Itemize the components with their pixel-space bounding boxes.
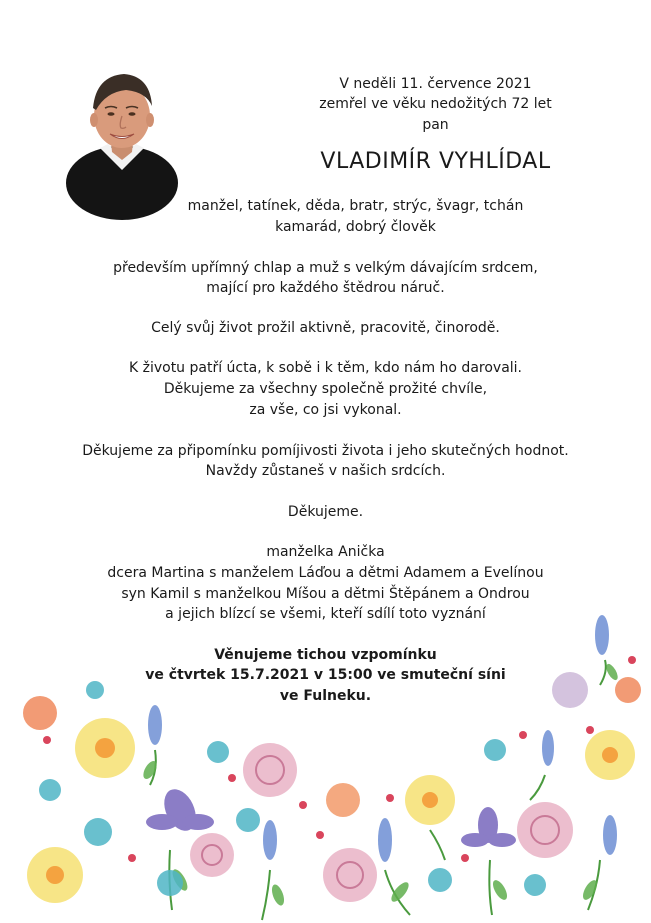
flower-border-illustration (0, 610, 651, 923)
mourners-line-1: manželka Anička (266, 544, 385, 560)
paragraph-1-line-2: mající pro každého štědrou náruč. (206, 280, 445, 296)
roles-line-1: manžel, tatínek, děda, bratr, strýc, švagr, tchán (187, 198, 524, 214)
mourners-line-3: syn Kamil s manželkou Míšou a dětmi Štěpánem a Ondrou (121, 586, 530, 602)
ceremony-line-3: ve Fulneku. (279, 688, 372, 704)
ceremony-line-1: Věnujeme tichou vzpomínku (214, 647, 437, 663)
ceremony-line-2: ve čtvrtek 15.7.2021 v 15:00 ve smuteční síni (145, 667, 506, 683)
roles-line-2: kamarád, dobrý člověk (275, 219, 436, 235)
paragraph-3-line-1: K životu patří úcta, k sobě i k těm, kdo nám ho darovali. (128, 360, 523, 376)
death-date-line: V neděli 11. července 2021 (339, 76, 532, 92)
yellow-daisy-2 (405, 775, 455, 825)
paragraph-2-line-1: Celý svůj život prožil aktivně, pracovitě, činorodě. (151, 320, 500, 336)
paragraph-4-line-2: Navždy zůstaneš v našich srdcích. (205, 463, 446, 479)
paragraph-1-line-1: především upřímný chlap a muž s velkým dávajícím srdcem, (113, 260, 538, 276)
yellow-daisy-1 (75, 718, 135, 778)
title-pan: pan (422, 117, 449, 133)
thanks-line: Děkujeme. (287, 504, 364, 520)
yellow-daisy-3 (585, 730, 635, 780)
paragraph-3-line-3: za vše, co jsi vykonal. (249, 402, 402, 418)
mourners-line-2: dcera Martina s manželem Láďou a dětmi Adamem a Evelínou (107, 565, 544, 581)
paragraph-3-line-2: Děkujeme za všechny společně prožité chvíle, (163, 381, 488, 397)
deceased-name: VLADIMÍR VYHLÍDAL (320, 149, 551, 174)
yellow-daisy-4 (27, 847, 83, 903)
mourners-line-4: a jejich blízcí se všemi, kteří sdílí toto vyznání (165, 606, 486, 622)
age-line: zemřel ve věku nedožitých 72 let (319, 96, 552, 112)
paragraph-4-line-1: Děkujeme za připomínku pomíjivosti života i jeho skutečných hodnot. (82, 443, 569, 459)
